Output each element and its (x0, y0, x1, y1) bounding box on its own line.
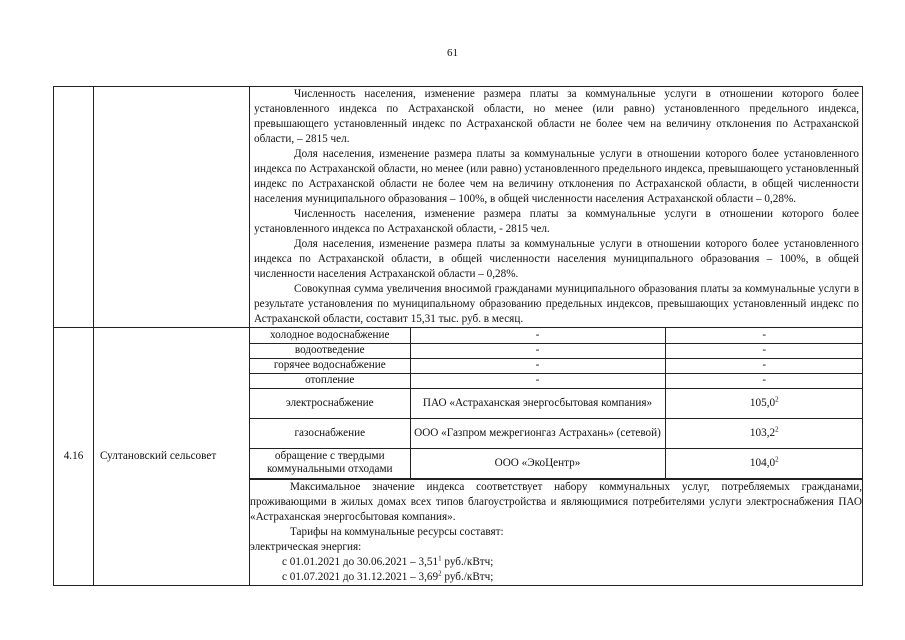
row-number: 4.16 (54, 328, 94, 586)
page-number: 61 (447, 47, 458, 59)
service-name: обращение с твердыми коммунальными отходами (250, 448, 410, 478)
services-cell (250, 328, 863, 480)
service-index: - (665, 343, 863, 358)
electric-energy-label: электрическая энергия: (250, 540, 362, 553)
service-provider: ООО «ЭкоЦентр» (410, 448, 665, 478)
continuation-row (54, 87, 863, 328)
table-row (250, 418, 863, 448)
max-index-paragraph: Максимальное значение индекса соответствует набору коммунальных услуг, потребляемых гражданами, проживающими в жилых домах всех типов благоустройства и являющимися потребителями услуги электроснабжения ПАО «Астраханская энергосбытовая компания». (250, 480, 862, 523)
service-provider: - (410, 343, 665, 358)
paragraph-population-share-above: Доля населения, изменение размера платы за коммунальные услуги в отношении которого более установленного индекса по Астраханской области, в общей численности населения муниципального образования – 100%, в общей численности населения Астраханской области – 0,28%. (254, 238, 859, 280)
table-row (250, 343, 863, 358)
service-provider: - (410, 358, 665, 373)
service-index: - (665, 373, 863, 388)
table-row (250, 358, 863, 373)
service-name: отопление (250, 373, 410, 388)
table-row (250, 373, 863, 388)
services-table (250, 328, 863, 479)
paragraph-population-count-above: Численность населения, изменение размера платы за коммунальные услуги в отношении которого более установленного индекса по Астраханской области, - 2815 чел. (254, 208, 859, 235)
tariff-line-second-half: с 01.07.2021 до 31.12.2021 – 3,69$^2$ руб./кВтч; (282, 568, 494, 583)
population-text-cell (250, 87, 863, 328)
service-index: - (665, 358, 863, 373)
service-provider: - (410, 373, 665, 388)
empty-number-cell (54, 87, 94, 328)
service-provider: ПАО «Астраханская энергосбытовая компания» (410, 388, 665, 418)
tariffs-cell (250, 479, 863, 585)
service-provider: ООО «Газпром межрегионгаз Астрахань» (сетевой) (410, 418, 665, 448)
table-row (250, 448, 863, 478)
service-name: электроснабжение (250, 388, 410, 418)
empty-name-cell (94, 87, 250, 328)
service-name: водоотведение (250, 343, 410, 358)
municipality-name: Султановский сельсовет (94, 328, 250, 586)
index-table (53, 86, 863, 586)
service-index: - (665, 328, 863, 343)
tariffs-heading: Тарифы на коммунальные ресурсы составят: (290, 525, 504, 538)
table-row (250, 328, 863, 343)
tariff-line-first-half: с 01.01.2021 до 30.06.2021 – 3,51$^1$ руб./кВтч; (282, 553, 494, 568)
service-provider: - (410, 328, 665, 343)
service-name: газоснабжение (250, 418, 410, 448)
service-index: 105,0$^2$ (665, 388, 863, 418)
table-row (250, 388, 863, 418)
paragraph-total-sum: Совокупная сумма увеличения вносимой гражданами муниципального образования платы за коммунальные услуги в результате установления по муниципальному образованию предельных индексов, превышающих установленный индекс по Астраханской области, составит 15,31 тыс. руб. в месяц. (254, 283, 859, 325)
service-name: горячее водоснабжение (250, 358, 410, 373)
service-index: 103,2$^2$ (665, 418, 863, 448)
paragraph-population-share: Доля населения, изменение размера платы за коммунальные услуги в отношении которого более установленного индекса по Астраханской области, но менее (или равно) установленного предельного индекса, превышающего установленный индекс по Астраханской области не более чем на величину отклонения по Астраханской области, в общей численности населения муниципального образования – 100%, в общей численности населения Астраханской области – 0,28%. (254, 148, 859, 205)
service-name: холодное водоснабжение (250, 328, 410, 343)
service-index: 104,0$^2$ (665, 448, 863, 478)
paragraph-population-count: Численность населения, изменение размера платы за коммунальные услуги в отношении которого более установленного индекса по Астраханской области, но менее (или равно) установленного предельного индекса, превышающего установленный индекс по Астраханской области не более чем на величину отклонения по Астраханской области, – 2815 чел. (254, 88, 859, 145)
municipality-row (54, 328, 863, 480)
